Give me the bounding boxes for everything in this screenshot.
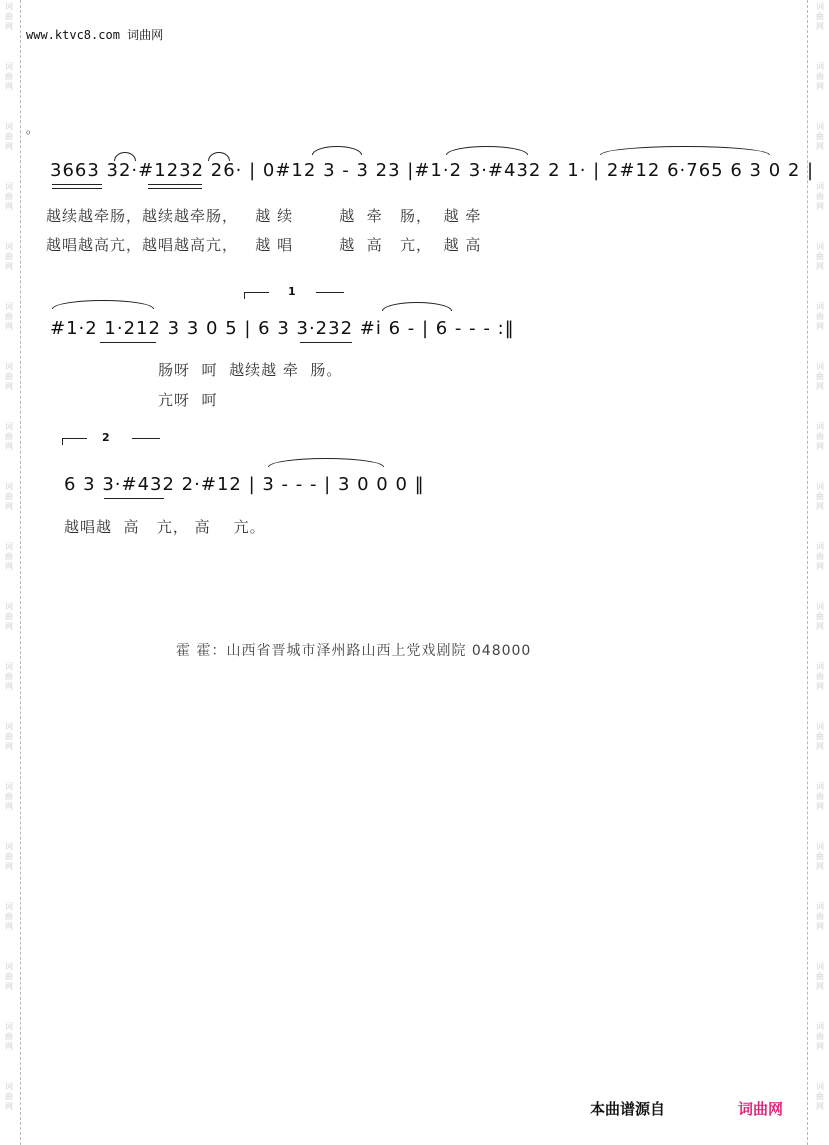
lyric-line-1a: 越续越牵肠，越续越牵肠， 越 续 越 牵 肠， 越 牵 — [46, 207, 482, 225]
slur-mark — [446, 146, 528, 155]
right-watermark-strip — [813, 0, 827, 1145]
watermark-text: 词 曲 网 — [816, 902, 824, 931]
volta-1-bracket — [244, 292, 269, 299]
header-url[interactable]: www.ktvc8.com — [26, 28, 120, 42]
score-line-3: 6 3 3·#432 2·#12 | 3 - - - | 3 0 0 0 ‖ — [64, 474, 425, 495]
underline-mark — [104, 498, 164, 499]
watermark-text: 词 曲 网 — [5, 782, 13, 811]
lyric-line-2a: 肠呀 呵 越续越 牵 肠。 — [158, 361, 343, 379]
watermark-text: 词 曲 网 — [816, 662, 824, 691]
watermark-text: 词 曲 网 — [816, 182, 824, 211]
watermark-text: 词 曲 网 — [5, 482, 13, 511]
watermark-text: 词 曲 网 — [5, 542, 13, 571]
watermark-text: 词 曲 网 — [816, 122, 824, 151]
lyric-line-2b: 亢呀 呵 — [158, 391, 218, 409]
slur-mark — [600, 146, 770, 155]
lyric-line-3: 越唱越 高 亢， 高 亢。 — [64, 518, 266, 536]
underline-mark — [300, 342, 352, 343]
volta-2-bracket — [62, 438, 87, 445]
slur-mark — [382, 302, 452, 311]
watermark-text: 词 曲 网 — [5, 362, 13, 391]
watermark-text: 词 曲 网 — [816, 242, 824, 271]
underline-mark — [148, 184, 202, 185]
watermark-text: 词 曲 网 — [5, 242, 13, 271]
watermark-text: 词 曲 网 — [5, 2, 13, 31]
watermark-text: 词 曲 网 — [816, 362, 824, 391]
watermark-text: 词 曲 网 — [816, 1022, 824, 1051]
watermark-text: 词 曲 网 — [5, 602, 13, 631]
watermark-text: 词 曲 网 — [5, 422, 13, 451]
underline-mark — [148, 188, 202, 189]
slur-mark — [312, 146, 362, 155]
watermark-text: 词 曲 网 — [5, 962, 13, 991]
slur-mark — [114, 152, 136, 161]
source-label: 本曲谱源自 — [590, 1100, 666, 1118]
watermark-text: 词 曲 网 — [816, 962, 824, 991]
watermark-text: 词 曲 网 — [816, 422, 824, 451]
slur-mark — [208, 152, 230, 161]
header — [26, 26, 163, 43]
watermark-text: 词 曲 网 — [5, 902, 13, 931]
left-dashed-border — [20, 0, 21, 1145]
score-line-1: 3663 32·#1232 26· | 0#12 3 - 3 23 |#1·2 3·#432 2 1· | 2#12 6·765 6 3 0 2 | — [50, 160, 815, 181]
watermark-text: 词 曲 网 — [816, 542, 824, 571]
watermark-text: 词 曲 网 — [5, 1082, 13, 1111]
watermark-text: 词 曲 网 — [816, 602, 824, 631]
watermark-text: 词 曲 网 — [816, 62, 824, 91]
watermark-text: 词 曲 网 — [816, 482, 824, 511]
watermark-text: 词 曲 网 — [5, 842, 13, 871]
watermark-text: 词 曲 网 — [5, 62, 13, 91]
watermark-text: 词 曲 网 — [5, 122, 13, 151]
volta-1-label: 1 — [288, 285, 296, 298]
volta-1-bracket-tail — [316, 292, 344, 293]
header-site-name: 词曲网 — [127, 28, 164, 42]
author-address: 霍 霍：山西省晋城市泽州路山西上党戏剧院 048000 — [176, 643, 532, 659]
watermark-text: 词 曲 网 — [5, 302, 13, 331]
lyric-line-1b: 越唱越高亢，越唱越高亢， 越 唱 越 高 亢， 越 高 — [46, 236, 482, 254]
slur-mark — [52, 300, 154, 309]
volta-2-bracket-tail — [132, 438, 160, 439]
slur-mark — [268, 458, 384, 467]
watermark-text: 词 曲 网 — [5, 662, 13, 691]
watermark-text: 词 曲 网 — [5, 1022, 13, 1051]
watermark-text: 词 曲 网 — [816, 1082, 824, 1111]
stray-punctuation: 。 — [26, 122, 39, 136]
watermark-text: 词 曲 网 — [5, 182, 13, 211]
watermark-text: 词 曲 网 — [5, 722, 13, 751]
watermark-text: 词 曲 网 — [816, 302, 824, 331]
score-line-2: #1·2 1·212 3 3 0 5 | 6 3 3·232 #i 6 - | 6 - - - :‖ — [50, 318, 515, 339]
underline-mark — [52, 184, 102, 185]
underline-mark — [52, 188, 102, 189]
underline-mark — [100, 342, 156, 343]
watermark-text: 词 曲 网 — [816, 722, 824, 751]
watermark-text: 词 曲 网 — [816, 782, 824, 811]
volta-2-label: 2 — [102, 431, 110, 444]
watermark-text: 词 曲 网 — [816, 842, 824, 871]
source-brand-link[interactable]: 词曲网 — [738, 1100, 784, 1118]
left-watermark-strip — [2, 0, 16, 1145]
watermark-text: 词 曲 网 — [816, 2, 824, 31]
